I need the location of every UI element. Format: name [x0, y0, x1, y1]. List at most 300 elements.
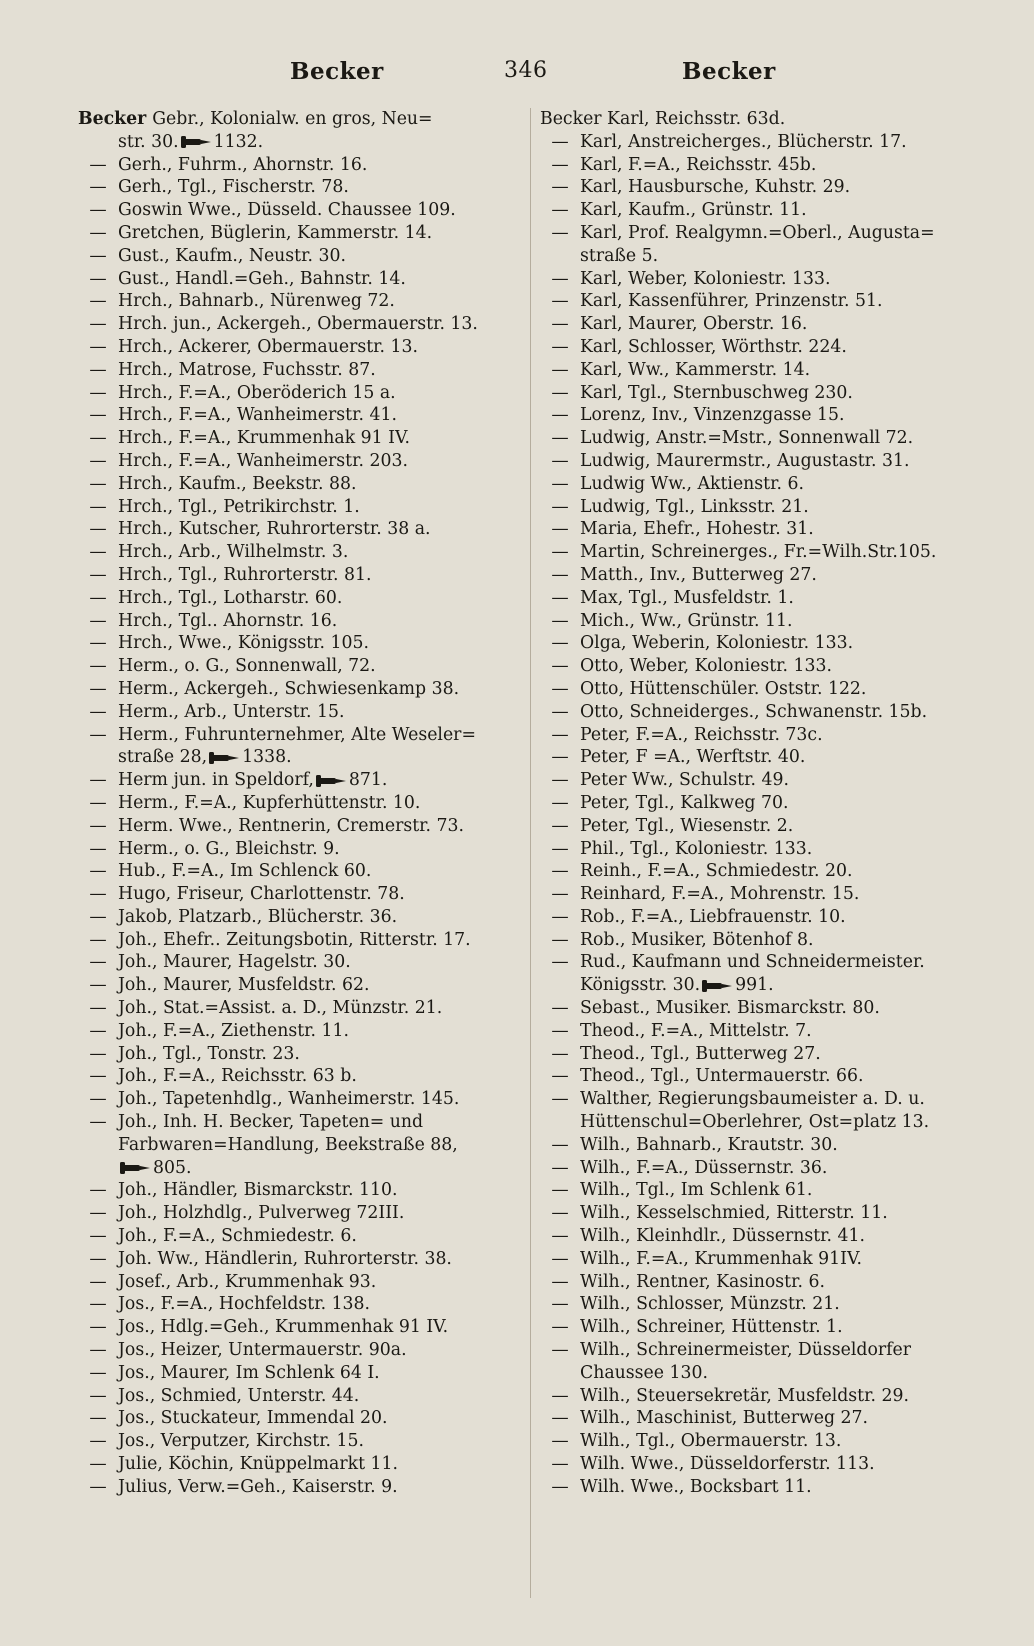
- entry-text: Gerh., Fuhrm., Ahornstr. 16.: [118, 154, 368, 175]
- ditto-dash: —: [551, 770, 569, 791]
- entry-text: Karl, Hausbursche, Kuhstr. 29.: [580, 177, 851, 198]
- directory-entry: [78, 541, 518, 564]
- ditto-dash: —: [551, 747, 569, 768]
- ditto-dash: —: [551, 473, 569, 494]
- directory-entry: [78, 838, 518, 861]
- entry-text: Hrch., Tgl., Ruhrorterstr. 81.: [118, 564, 372, 585]
- left-column: [78, 108, 518, 1499]
- directory-entry: [78, 1271, 518, 1294]
- directory-entry: [540, 1248, 975, 1271]
- entry-text: Joh., Stat.=Assist. a. D., Münzstr. 21.: [118, 998, 443, 1019]
- directory-entry: [78, 336, 518, 359]
- entry-text: Wilh., Maschinist, Butterweg 27.: [580, 1408, 869, 1429]
- phone-number: 1132.: [213, 131, 264, 152]
- ditto-dash: —: [89, 884, 107, 905]
- directory-entry: [540, 473, 975, 496]
- entry-text: Becker Karl, Reichsstr. 63d.: [540, 109, 786, 129]
- directory-entry: [540, 199, 975, 222]
- header-right-name: Becker: [682, 58, 776, 85]
- directory-entry: [78, 1202, 518, 1225]
- directory-entry: [540, 610, 975, 633]
- ditto-dash: —: [89, 1476, 107, 1497]
- entry-text: Wilh. Wwe., Bocksbart 11.: [580, 1476, 812, 1497]
- entry-text: Jos., Stuckateur, Immendal 20.: [118, 1408, 388, 1429]
- entry-text: Wilh., Kesselschmied, Ritterstr. 11.: [580, 1203, 888, 1224]
- directory-entry: [540, 359, 975, 382]
- entry-text: Gretchen, Büglerin, Kammerstr. 14.: [118, 222, 433, 243]
- entry-text: Theod., Tgl., Untermauerstr. 66.: [580, 1066, 864, 1087]
- ditto-dash: —: [551, 838, 569, 859]
- ditto-dash: —: [89, 1271, 107, 1292]
- ditto-dash: —: [89, 428, 107, 449]
- ditto-dash: —: [89, 245, 107, 266]
- directory-entry: [78, 564, 518, 587]
- ditto-dash: —: [551, 564, 569, 585]
- directory-entry: [540, 792, 975, 815]
- ditto-dash: —: [89, 861, 107, 882]
- ditto-dash: —: [551, 1066, 569, 1087]
- entry-text: Joh., F.=A., Reichsstr. 63 b.: [118, 1066, 357, 1087]
- ditto-dash: —: [551, 884, 569, 905]
- directory-entry: [78, 655, 518, 678]
- entry-text: Goswin Wwe., Düsseld. Chaussee 109.: [118, 200, 456, 221]
- ditto-dash: —: [89, 1248, 107, 1269]
- entry-text: Karl, Anstreicherges., Blücherstr. 17.: [580, 131, 907, 152]
- directory-entry: [540, 1293, 975, 1316]
- directory-entry: [78, 1111, 518, 1134]
- entry-text: Joh., Ehefr.. Zeitungsbotin, Ritterstr. 17.: [118, 929, 471, 950]
- entry-text: Peter, Tgl., Wiesenstr. 2.: [580, 815, 794, 836]
- directory-entry: [540, 427, 975, 450]
- entry-text: Joh., Tapetenhdlg., Wanheimerstr. 145.: [118, 1089, 460, 1110]
- ditto-dash: —: [89, 906, 107, 927]
- ditto-dash: —: [89, 382, 107, 403]
- header-left-name: Becker: [290, 58, 384, 85]
- directory-entry: [540, 906, 975, 929]
- directory-entry: [78, 997, 518, 1020]
- entry-text: Wilh., F.=A., Krummenhak 91IV.: [580, 1248, 862, 1269]
- entry-text: Otto, Schneiderges., Schwanenstr. 15b.: [580, 701, 928, 722]
- directory-entry: [78, 1225, 518, 1248]
- entry-text: Joh., Inh. H. Becker, Tapeten= und: [118, 1112, 424, 1133]
- ditto-dash: —: [551, 1226, 569, 1247]
- directory-entry: [78, 1407, 518, 1430]
- telephone-icon: [702, 980, 732, 992]
- entry-text: Joh., Maurer, Musfeldstr. 62.: [118, 975, 370, 996]
- entry-text: Wilh., Tgl., Obermauerstr. 13.: [580, 1431, 842, 1452]
- entry-text: Hrch., F.=A., Wanheimerstr. 41.: [118, 405, 397, 426]
- entry-text: Hrch., Matrose, Fuchsstr. 87.: [118, 359, 376, 380]
- surname-heading: Becker: [78, 109, 153, 129]
- column-divider: [530, 108, 531, 1598]
- ditto-dash: —: [89, 952, 107, 973]
- directory-entry-continuation: [540, 1362, 975, 1385]
- ditto-dash: —: [89, 1454, 107, 1475]
- ditto-dash: —: [89, 1294, 107, 1315]
- entry-text: Joh. Ww., Händlerin, Ruhrorterstr. 38.: [118, 1248, 452, 1269]
- ditto-dash: —: [551, 1157, 569, 1178]
- entry-text: Martin, Schreinerges., Fr.=Wilh.Str.105.: [580, 542, 937, 563]
- entry-text: Jos., F.=A., Hochfeldstr. 138.: [118, 1294, 371, 1315]
- entry-text: Wilh., Schreinermeister, Düsseldorfer: [580, 1340, 912, 1361]
- directory-entry: [78, 290, 518, 313]
- ditto-dash: —: [551, 701, 569, 722]
- entry-text: Wilh., Bahnarb., Krautstr. 30.: [580, 1134, 838, 1155]
- ditto-dash: —: [551, 131, 569, 152]
- ditto-dash: —: [89, 359, 107, 380]
- ditto-dash: —: [551, 1089, 569, 1110]
- directory-entry: [78, 860, 518, 883]
- ditto-dash: —: [89, 587, 107, 608]
- entry-text: Reinhard, F.=A., Mohrenstr. 15.: [580, 884, 860, 905]
- directory-entry: [78, 108, 518, 131]
- ditto-dash: —: [551, 428, 569, 449]
- entry-text: Chaussee 130.: [580, 1362, 708, 1383]
- directory-entry: [540, 929, 975, 952]
- entry-text: Theod., Tgl., Butterweg 27.: [580, 1043, 821, 1064]
- entry-text: Wilh., Steuersekretär, Musfeldstr. 29.: [580, 1385, 909, 1406]
- entry-text: Mich., Ww., Grünstr. 11.: [580, 610, 793, 631]
- entry-text: Theod., F.=A., Mittelstr. 7.: [580, 1020, 812, 1041]
- directory-entry: [540, 655, 975, 678]
- directory-entry: [540, 108, 975, 131]
- directory-entry-continuation: [78, 131, 518, 154]
- directory-entry: [540, 632, 975, 655]
- directory-entry: [78, 701, 518, 724]
- directory-entry: [78, 1476, 518, 1499]
- directory-entry: [540, 769, 975, 792]
- ditto-dash: —: [89, 770, 107, 791]
- directory-entry: [78, 1088, 518, 1111]
- entry-text: Ludwig, Maurermstr., Augustastr. 31.: [580, 450, 910, 471]
- ditto-dash: —: [551, 405, 569, 426]
- directory-entry: [78, 678, 518, 701]
- entry-text: Hrch., Ackerer, Obermauerstr. 13.: [118, 336, 418, 357]
- entry-text: Wilh. Wwe., Düsseldorferstr. 113.: [580, 1454, 875, 1475]
- entry-text: Ludwig, Tgl., Linksstr. 21.: [580, 496, 809, 517]
- ditto-dash: —: [551, 1317, 569, 1338]
- entry-text: Jos., Heizer, Untermauerstr. 90a.: [118, 1340, 407, 1361]
- ditto-dash: —: [551, 1203, 569, 1224]
- directory-entry: [78, 974, 518, 997]
- directory-entry: [78, 496, 518, 519]
- phone-number: 991.: [735, 975, 774, 996]
- directory-entry-continuation: [540, 974, 975, 997]
- entry-text: straße 28,: [118, 747, 208, 768]
- entry-text: Walther, Regierungsbaumeister a. D. u.: [580, 1089, 925, 1110]
- ditto-dash: —: [89, 268, 107, 289]
- entry-text: Herm., Arb., Unterstr. 15.: [118, 701, 345, 722]
- ditto-dash: —: [551, 1294, 569, 1315]
- directory-entry: [540, 883, 975, 906]
- ditto-dash: —: [89, 792, 107, 813]
- ditto-dash: —: [551, 633, 569, 654]
- entry-text: Peter Ww., Schulstr. 49.: [580, 770, 789, 791]
- ditto-dash: —: [89, 314, 107, 335]
- entry-text: Wilh., Rentner, Kasinostr. 6.: [580, 1271, 825, 1292]
- ditto-dash: —: [89, 473, 107, 494]
- entry-text: Ludwig, Anstr.=Mstr., Sonnenwall 72.: [580, 428, 914, 449]
- ditto-dash: —: [89, 177, 107, 198]
- entry-text: Herm jun. in Speldorf,: [118, 770, 314, 791]
- entry-text: Joh., Tgl., Tonstr. 23.: [118, 1043, 300, 1064]
- ditto-dash: —: [89, 1020, 107, 1041]
- ditto-dash: —: [551, 1408, 569, 1429]
- ditto-dash: —: [89, 405, 107, 426]
- entry-text: Otto, Weber, Koloniestr. 133.: [580, 656, 832, 677]
- directory-entry: [540, 496, 975, 519]
- directory-entry: [78, 610, 518, 633]
- entry-text: Rud., Kaufmann und Schneidermeister.: [580, 952, 925, 973]
- directory-entry: [540, 154, 975, 177]
- entry-text: Joh., Händler, Bismarckstr. 110.: [118, 1180, 398, 1201]
- ditto-dash: —: [551, 724, 569, 745]
- ditto-dash: —: [551, 519, 569, 540]
- directory-entry: [540, 1179, 975, 1202]
- ditto-dash: —: [89, 496, 107, 517]
- ditto-dash: —: [89, 1431, 107, 1452]
- phone-number: 1338.: [242, 747, 292, 768]
- directory-entry: [540, 131, 975, 154]
- directory-entry: [78, 769, 518, 792]
- directory-entry-continuation: [540, 245, 975, 268]
- ditto-dash: —: [551, 929, 569, 950]
- entry-text: Sebast., Musiker. Bismarckstr. 80.: [580, 998, 880, 1019]
- directory-entry: [540, 1476, 975, 1499]
- entry-text: Jos., Maurer, Im Schlenk 64 I.: [118, 1362, 380, 1383]
- entry-text: Maria, Ehefr., Hohestr. 31.: [580, 519, 814, 540]
- directory-entry: [78, 1453, 518, 1476]
- directory-entry: [78, 1385, 518, 1408]
- ditto-dash: —: [89, 1043, 107, 1064]
- ditto-dash: —: [551, 656, 569, 677]
- directory-entry: [78, 245, 518, 268]
- ditto-dash: —: [551, 496, 569, 517]
- directory-entry: [78, 1293, 518, 1316]
- directory-entry-continuation: [78, 1134, 518, 1157]
- directory-entry: [78, 450, 518, 473]
- directory-entry: [78, 815, 518, 838]
- directory-entry: [540, 1134, 975, 1157]
- directory-entry: [78, 632, 518, 655]
- ditto-dash: —: [89, 724, 107, 745]
- phone-number: 871.: [348, 770, 388, 791]
- directory-entry: [540, 1316, 975, 1339]
- directory-entry: [540, 1088, 975, 1111]
- directory-entry: [78, 473, 518, 496]
- ditto-dash: —: [551, 1134, 569, 1155]
- entry-text: Jakob, Platzarb., Blücherstr. 36.: [118, 906, 398, 927]
- directory-entry: [540, 1430, 975, 1453]
- directory-entry: [78, 1430, 518, 1453]
- entry-text: Josef., Arb., Krummenhak 93.: [118, 1271, 377, 1292]
- telephone-icon: [316, 775, 346, 787]
- entry-text: Peter, F =A., Werftstr. 40.: [580, 747, 806, 768]
- directory-entry: [540, 290, 975, 313]
- telephone-icon: [181, 136, 211, 148]
- ditto-dash: —: [89, 1066, 107, 1087]
- ditto-dash: —: [551, 359, 569, 380]
- entry-text: Herm. Wwe., Rentnerin, Cremerstr. 73.: [118, 815, 464, 836]
- directory-entry: [78, 268, 518, 291]
- directory-entry: [78, 929, 518, 952]
- entry-text: Julius, Verw.=Geh., Kaiserstr. 9.: [118, 1476, 398, 1497]
- entry-text: Karl, Tgl., Sternbuschweg 230.: [580, 382, 853, 403]
- ditto-dash: —: [551, 861, 569, 882]
- ditto-dash: —: [89, 450, 107, 471]
- entry-text: Hrch., Arb., Wilhelmstr. 3.: [118, 542, 349, 563]
- ditto-dash: —: [551, 1476, 569, 1497]
- ditto-dash: —: [551, 450, 569, 471]
- entry-text: Wilh., Schlosser, Münzstr. 21.: [580, 1294, 840, 1315]
- ditto-dash: —: [89, 678, 107, 699]
- ditto-dash: —: [89, 975, 107, 996]
- directory-entry: [540, 701, 975, 724]
- directory-entry: [540, 450, 975, 473]
- directory-entry: [78, 724, 518, 747]
- ditto-dash: —: [89, 1180, 107, 1201]
- directory-entry: [540, 336, 975, 359]
- ditto-dash: —: [89, 542, 107, 563]
- directory-entry: [78, 154, 518, 177]
- ditto-dash: —: [89, 1112, 107, 1133]
- entry-text: Karl, Maurer, Oberstr. 16.: [580, 314, 808, 335]
- directory-entry: [78, 199, 518, 222]
- entry-text: Ludwig Ww., Aktienstr. 6.: [580, 473, 804, 494]
- entry-text: Karl, Kaufm., Grünstr. 11.: [580, 200, 807, 221]
- directory-entry: [540, 1453, 975, 1476]
- entry-text: Karl, Prof. Realgymn.=Oberl., Augusta=: [580, 222, 935, 243]
- ditto-dash: —: [89, 701, 107, 722]
- entry-text: Joh., Maurer, Hagelstr. 30.: [118, 952, 351, 973]
- directory-entry: [78, 906, 518, 929]
- ditto-dash: —: [89, 1203, 107, 1224]
- directory-entry: [78, 1065, 518, 1088]
- entry-text: Wilh., Tgl., Im Schlenk 61.: [580, 1180, 813, 1201]
- ditto-dash: —: [89, 519, 107, 540]
- directory-entry: [78, 1339, 518, 1362]
- ditto-dash: —: [89, 838, 107, 859]
- entry-text: Hugo, Friseur, Charlottenstr. 78.: [118, 884, 405, 905]
- ditto-dash: —: [89, 154, 107, 175]
- entry-text: Hrch., F.=A., Wanheimerstr. 203.: [118, 450, 408, 471]
- directory-entry: [540, 1225, 975, 1248]
- directory-entry: [540, 313, 975, 336]
- directory-entry: [78, 1179, 518, 1202]
- entry-text: Jos., Schmied, Unterstr. 44.: [118, 1385, 360, 1406]
- ditto-dash: —: [551, 314, 569, 335]
- ditto-dash: —: [551, 268, 569, 289]
- entry-text: Hub., F.=A., Im Schlenck 60.: [118, 861, 372, 882]
- entry-text: Olga, Weberin, Koloniestr. 133.: [580, 633, 854, 654]
- entry-text: Gebr., Kolonialw. en gros, Neu=: [152, 109, 433, 129]
- ditto-dash: —: [551, 291, 569, 312]
- directory-entry: [78, 1020, 518, 1043]
- directory-entry: [78, 359, 518, 382]
- directory-entry: [540, 997, 975, 1020]
- directory-entry: [78, 404, 518, 427]
- ditto-dash: —: [89, 291, 107, 312]
- directory-entry: [540, 1385, 975, 1408]
- entry-text: Hrch., Tgl., Petrikirchstr. 1.: [118, 496, 360, 517]
- directory-entry: [540, 1271, 975, 1294]
- entry-text: Gust., Handl.=Geh., Bahnstr. 14.: [118, 268, 406, 289]
- directory-entry: [540, 541, 975, 564]
- directory-entry: [540, 746, 975, 769]
- entry-text: Rob., Musiker, Bötenhof 8.: [580, 929, 814, 950]
- ditto-dash: —: [551, 678, 569, 699]
- entry-text: Joh., F.=A., Schmiedestr. 6.: [118, 1226, 357, 1247]
- ditto-dash: —: [551, 1340, 569, 1361]
- entry-text: Hrch. jun., Ackergeh., Obermauerstr. 13.: [118, 314, 478, 335]
- right-column: [540, 108, 975, 1499]
- entry-text: Phil., Tgl., Koloniestr. 133.: [580, 838, 813, 859]
- telephone-icon: [209, 752, 239, 764]
- ditto-dash: —: [551, 587, 569, 608]
- directory-entry: [540, 1407, 975, 1430]
- directory-entry: [78, 1248, 518, 1271]
- directory-entry: [540, 404, 975, 427]
- ditto-dash: —: [551, 815, 569, 836]
- entry-text: Rob., F.=A., Liebfrauenstr. 10.: [580, 906, 846, 927]
- directory-entry: [78, 883, 518, 906]
- directory-entry: [540, 838, 975, 861]
- entry-text: Joh., F.=A., Ziethenstr. 11.: [118, 1020, 350, 1041]
- ditto-dash: —: [89, 1317, 107, 1338]
- directory-entry-continuation: [78, 746, 518, 769]
- entry-text: Karl, Ww., Kammerstr. 14.: [580, 359, 811, 380]
- directory-entry: [540, 678, 975, 701]
- ditto-dash: —: [551, 998, 569, 1019]
- entry-text: Hrch., Tgl., Lotharstr. 60.: [118, 587, 343, 608]
- directory-entry: [540, 724, 975, 747]
- ditto-dash: —: [551, 1043, 569, 1064]
- directory-entry: [540, 1065, 975, 1088]
- entry-text: str. 30.: [118, 131, 179, 152]
- directory-entry: [78, 587, 518, 610]
- ditto-dash: —: [89, 1362, 107, 1383]
- ditto-dash: —: [89, 1340, 107, 1361]
- directory-entry: [540, 268, 975, 291]
- ditto-dash: —: [89, 336, 107, 357]
- entry-text: Jos., Verputzer, Kirchstr. 15.: [118, 1431, 365, 1452]
- phone-number: 805.: [153, 1157, 192, 1178]
- entry-text: Jos., Hdlg.=Geh., Krummenhak 91 IV.: [118, 1317, 449, 1338]
- entry-text: Matth., Inv., Butterweg 27.: [580, 564, 817, 585]
- entry-text: Lorenz, Inv., Vinzenzgasse 15.: [580, 405, 845, 426]
- entry-text: Herm., F.=A., Kupferhüttenstr. 10.: [118, 792, 421, 813]
- entry-text: Otto, Hüttenschüler. Oststr. 122.: [580, 678, 867, 699]
- ditto-dash: —: [89, 1226, 107, 1247]
- directory-entry: [540, 518, 975, 541]
- ditto-dash: —: [89, 633, 107, 654]
- entry-text: Hrch., Kaufm., Beekstr. 88.: [118, 473, 357, 494]
- entry-text: Hrch., Kutscher, Ruhrorterstr. 38 a.: [118, 519, 431, 540]
- entry-text: Gerh., Tgl., Fischerstr. 78.: [118, 177, 349, 198]
- ditto-dash: —: [551, 1180, 569, 1201]
- ditto-dash: —: [89, 656, 107, 677]
- ditto-dash: —: [551, 906, 569, 927]
- entry-text: Hrch., F.=A., Krummenhak 91 IV.: [118, 428, 410, 449]
- directory-entry: [78, 382, 518, 405]
- entry-text: Herm., o. G., Bleichstr. 9.: [118, 838, 340, 859]
- ditto-dash: —: [551, 177, 569, 198]
- entry-text: Karl, F.=A., Reichsstr. 45b.: [580, 154, 817, 175]
- ditto-dash: —: [89, 564, 107, 585]
- directory-entry: [78, 1362, 518, 1385]
- entry-text: Gust., Kaufm., Neustr. 30.: [118, 245, 346, 266]
- ditto-dash: —: [551, 382, 569, 403]
